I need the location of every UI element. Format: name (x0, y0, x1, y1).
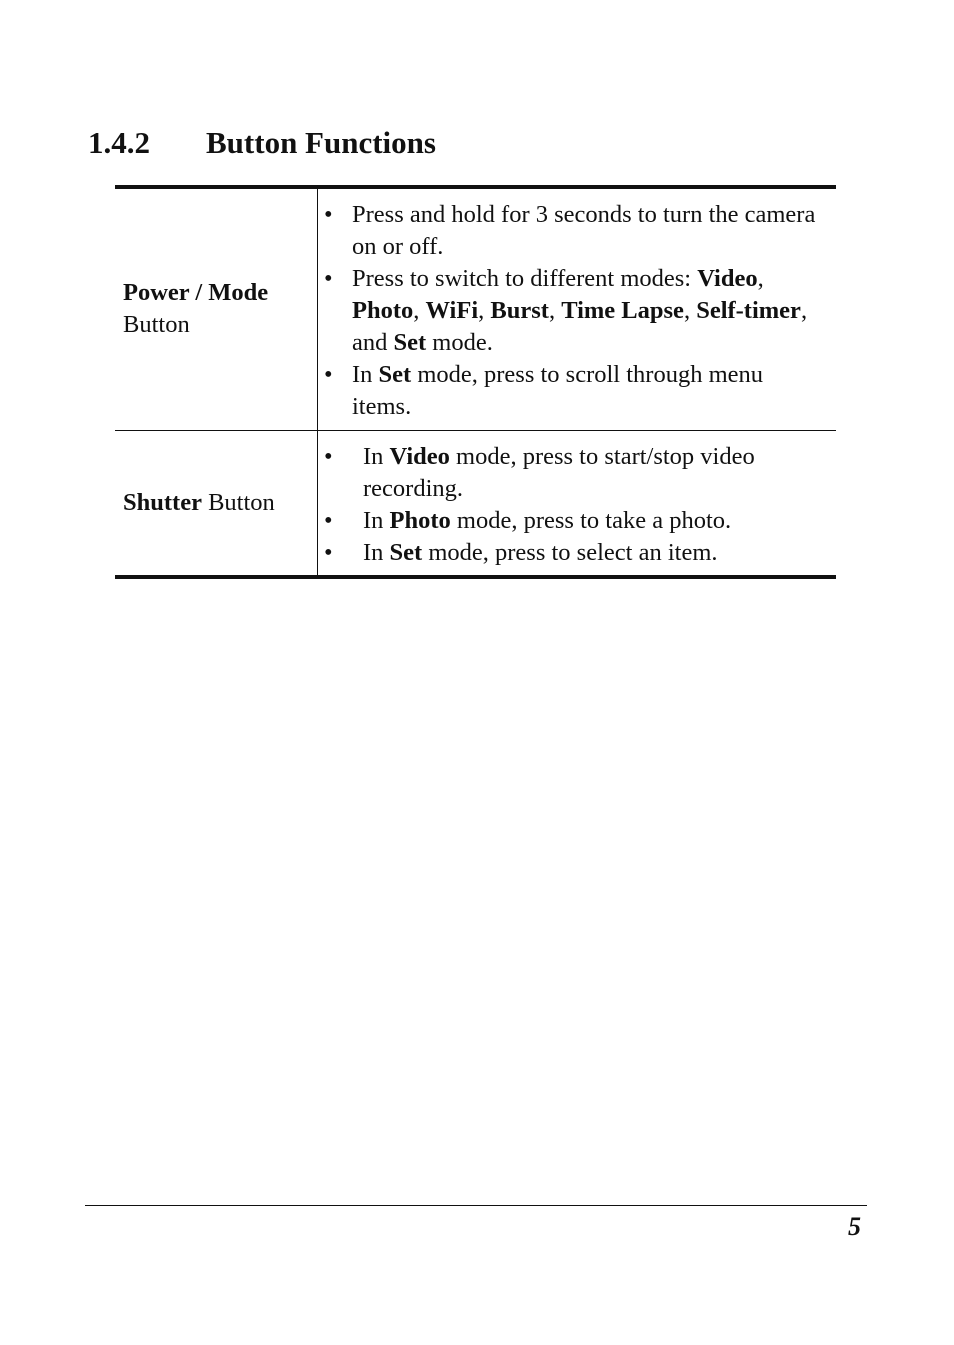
button-name-cell (115, 187, 318, 430)
bullet-icon: • (324, 538, 333, 566)
table-row (115, 187, 836, 430)
button-name-bold: Shutter (123, 488, 202, 516)
item-text: mode. (426, 329, 493, 357)
item-text: , (548, 297, 562, 325)
function-list (318, 441, 828, 569)
emphasis-text: Burst (490, 297, 549, 325)
bullet-icon: • (324, 442, 333, 470)
item-text: mode, press to take a photo. (450, 506, 732, 534)
item-text: In (352, 361, 379, 389)
emphasis-text: Photo (389, 506, 451, 534)
emphasis-text: Video (389, 442, 450, 470)
function-list (318, 199, 828, 423)
list-item (318, 441, 828, 505)
item-text: , and (352, 297, 808, 357)
item-text: mode, press to start/stop video recording. (363, 442, 755, 502)
item-text: In (363, 538, 390, 566)
list-item (318, 537, 828, 569)
emphasis-text: Set (378, 361, 412, 389)
button-functions-table (115, 185, 836, 579)
bullet-icon: • (324, 265, 333, 293)
emphasis-text: Photo (352, 297, 414, 325)
item-text: , (757, 265, 764, 293)
section-title: Button Functions (206, 125, 436, 160)
footer-rule (85, 1205, 867, 1206)
item-text: mode, press to select an item. (422, 538, 718, 566)
bullet-icon: • (324, 506, 333, 534)
emphasis-text: Video (697, 265, 758, 293)
section-heading (88, 125, 436, 161)
emphasis-text: Self-timer (696, 297, 801, 325)
emphasis-text: Set (393, 329, 427, 357)
button-name-cell (115, 430, 318, 577)
button-name-rest: Button (201, 488, 275, 516)
list-item (318, 199, 828, 263)
item-text: Press to switch to different modes: (352, 265, 698, 293)
item-text: , (413, 297, 426, 325)
list-item (318, 359, 828, 423)
item-text: mode, press to scroll through menu items. (352, 361, 764, 421)
list-item (318, 505, 828, 537)
item-text: , (478, 297, 491, 325)
item-text: In (363, 506, 390, 534)
function-description-cell (318, 430, 837, 577)
emphasis-text: WiFi (425, 297, 479, 325)
bullet-icon: • (324, 361, 333, 389)
emphasis-text: Set (389, 538, 423, 566)
table-row (115, 430, 836, 577)
bullet-icon: • (324, 201, 333, 229)
button-name-bold: Power / Mode (123, 279, 269, 307)
section-number: 1.4.2 (88, 125, 150, 160)
item-text: Press and hold for 3 seconds to turn the camera on or off. (352, 201, 816, 261)
button-name-rest: Button (123, 311, 190, 339)
function-description-cell (318, 187, 837, 430)
list-item (318, 263, 828, 359)
page-number: 5 (848, 1212, 861, 1241)
emphasis-text: Time Lapse (561, 297, 684, 325)
item-text: , (683, 297, 697, 325)
item-text: In (363, 442, 390, 470)
